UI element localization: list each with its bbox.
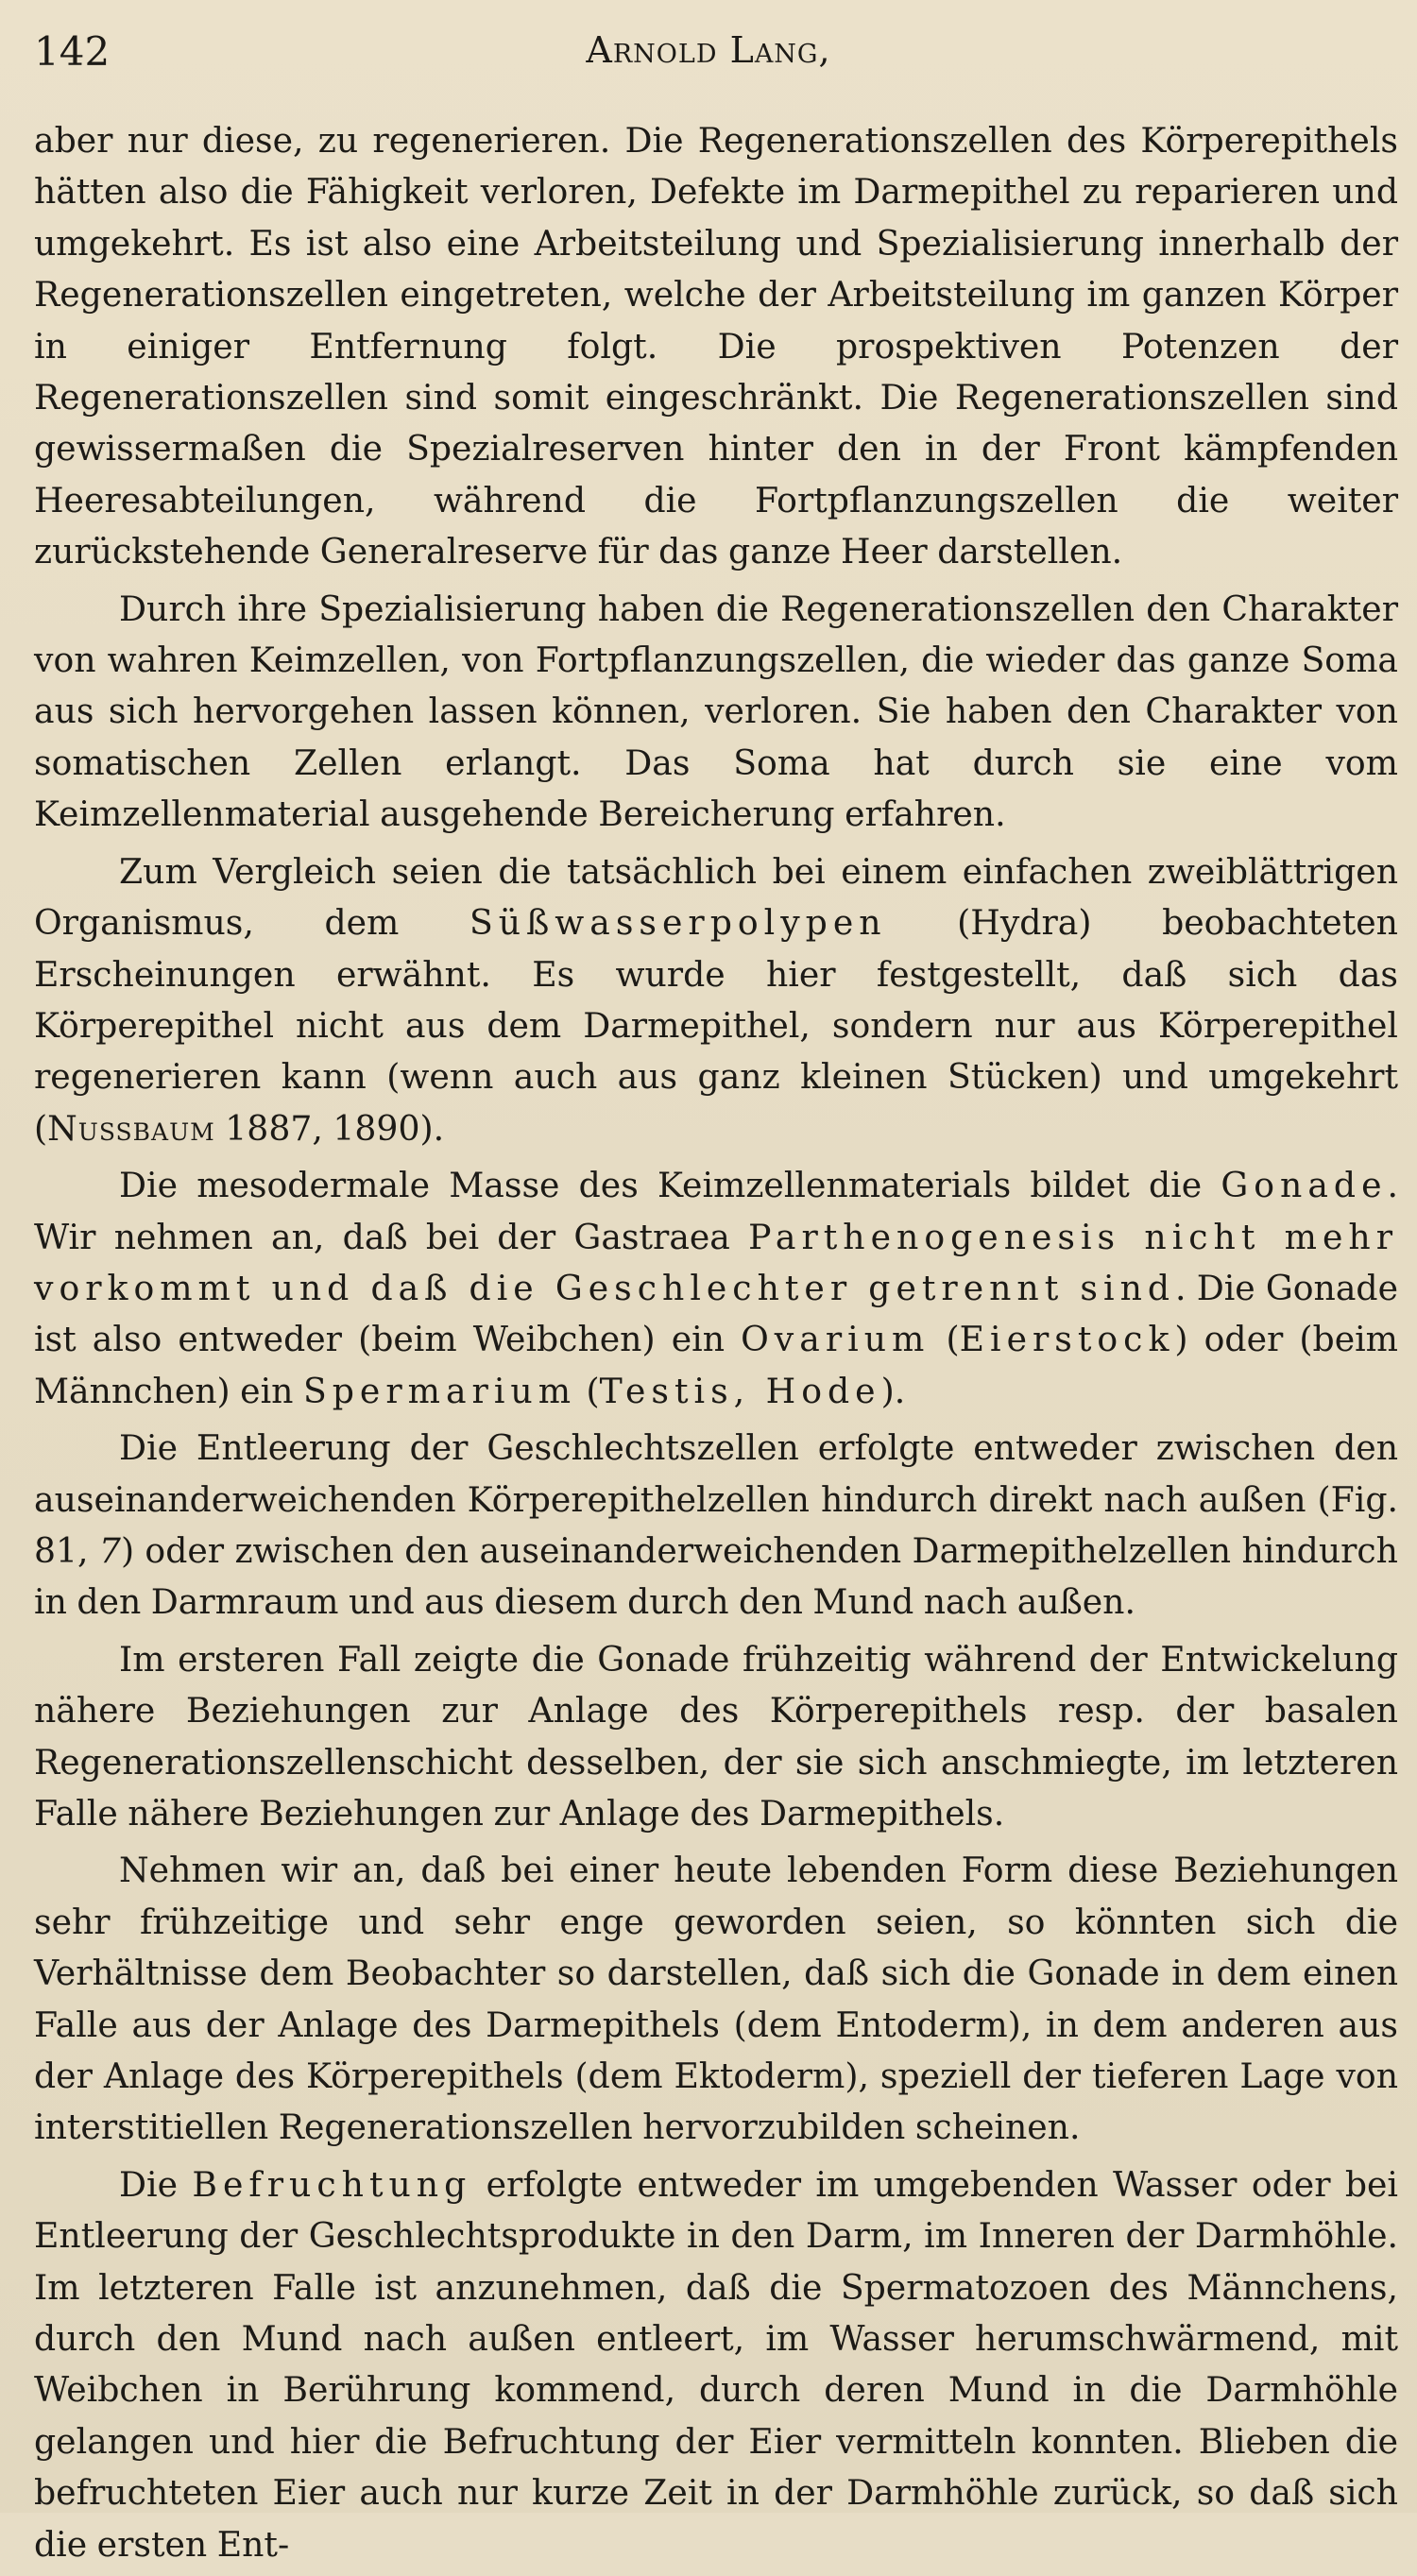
running-head: Arnold Lang, bbox=[586, 29, 831, 71]
paragraph-1: aber nur diese, zu regenerieren. Die Regenerationszellen des Körperepithels hätten also die Fähigkeit verloren, Defekte im Darmepithel zu reparieren und umgekehrt. Es ist also eine Arbeitsteilung und Spezialisierung innerhalb der Regenerationszellen eingetreten, welche der Arbeitsteilung im ganzen Körper in einiger Entfernung folgt. Die prospektiven Potenzen der Regenerationszellen sind somit eingeschränkt. Die Regenerationszellen sind gewissermaßen die Spezialreserven hinter den in der Front kämpfenden Heeresabteilungen, während die Fortpflanzungszellen die weiter zurückstehende Generalreserve für das ganze Heer darstellen. bbox=[34, 120, 1398, 572]
paragraph-4 bbox=[34, 1160, 1398, 1417]
text-run: 1887, 1890). bbox=[214, 1107, 445, 1149]
text-run: Zum Vergleich seien die tatsächlich bei einem einfachen zweiblättrigen Organismus, dem bbox=[34, 850, 1398, 944]
paragraph-7: Nehmen wir an, daß bei einer heute lebenden Form diese Beziehungen sehr frühzeitige und sehr enge geworden seien, so könnten sich die Verhältnisse dem Beobachter so darstellen, daß sich die Gonade in dem einen Falle aus der Anlage des Darmepithels (dem Entoderm), in dem anderen aus der Anlage des Körperepithels (dem Ektoderm), speziell der tieferen Lage von interstitiellen Regenerationszellen hervorzubilden scheinen. bbox=[34, 1850, 1398, 2148]
spaced-term: Ovarium bbox=[741, 1319, 930, 1360]
taxon-name: Hydra bbox=[970, 902, 1079, 944]
body-text bbox=[34, 115, 1398, 2576]
text-run: ). bbox=[880, 1370, 906, 1411]
author-citation: Nussbaum bbox=[47, 1107, 215, 1149]
text-run: ) beobachteten Erscheinungen erwähnt. Es wurde hier festgestellt, daß sich das Körperepithel nicht aus dem Darmepithel, sondern nur aus Körperepithel regenerieren kann (wenn auch aus ganz kleinen Stücken) und umgekehrt ( bbox=[34, 902, 1398, 1149]
spaced-term: Eierstock bbox=[959, 1319, 1175, 1360]
text-run: ) oder zwischen den auseinanderweichenden Darmepithelzellen hindurch in den Darmraum und aus diesem durch den Mund nach außen. bbox=[34, 1529, 1398, 1623]
text-run: Die mesodermale Masse des Keimzellenmaterials bildet die bbox=[119, 1165, 1221, 1206]
spaced-term: Gonade bbox=[1221, 1165, 1388, 1206]
text-run: ( bbox=[886, 902, 971, 944]
text-run: erfolgte entweder im umgebenden Wasser oder bei Entleerung der Geschlechtsprodukte in den Darm, im Inneren der Darmhöhle. Im letzteren Falle ist anzunehmen, daß die Spermatozoen des Männchens, durch den Mund nach außen entleert, im Wasser herumschwärmend, mit Weibchen in Berührung kommend, durch deren Mund in die Darmhöhle gelangen und hier die Befruchtung der Eier vermitteln konnten. Blieben die befruchteten Eier auch nur kurze Zeit in der Darmhöhle zurück, so daß sich die ersten Ent- bbox=[34, 2163, 1398, 2565]
text-run: Die Entleerung der Geschlechtszellen erfolgte entweder zwischen den auseinanderweichenden Körperepithelzellen hindurch direkt nach außen (Fig. 81, bbox=[34, 1427, 1398, 1571]
spaced-term: Testis, Hode bbox=[599, 1370, 881, 1411]
text-run: ( bbox=[576, 1370, 600, 1411]
spaced-term: Befruchtung bbox=[192, 2163, 472, 2205]
page-header bbox=[34, 28, 1383, 85]
text-run: Die bbox=[119, 2163, 193, 2205]
spaced-term: Spermarium bbox=[302, 1370, 577, 1411]
paragraph-5 bbox=[34, 1423, 1398, 1629]
text-run: . Die Gonade ist also entweder (beim Weibchen) ein bbox=[34, 1267, 1399, 1360]
text-run: ( bbox=[930, 1319, 960, 1360]
spaced-term: Süßwasserpolypen bbox=[469, 902, 887, 944]
page-number: 142 bbox=[34, 28, 111, 75]
paragraph-3 bbox=[34, 846, 1398, 1154]
text-run: ) oder (beim Männchen) ein bbox=[34, 1319, 1399, 1411]
paragraph-6: Im ersteren Fall zeigte die Gonade frühzeitig während der Entwickelung nähere Beziehungen zur Anlage des Körperepithels resp. der basalen Regenerationszellenschicht desselben, der sie sich anschmiegte, im letzteren Falle nähere Beziehungen zur Anlage des Darmepithels. bbox=[34, 1638, 1398, 1834]
spaced-term: Parthenogenesis nicht mehr vorkommt und daß die Geschlechter getrennt sind bbox=[34, 1216, 1398, 1308]
figure-reference: 7 bbox=[98, 1529, 121, 1571]
paragraph-8 bbox=[34, 2159, 1398, 2570]
text-run: . Wir nehmen an, daß bei der Gastraea bbox=[34, 1165, 1398, 1257]
paragraph-2: Durch ihre Spezialisierung haben die Regenerationszellen den Charakter von wahren Keimzellen, von Fortpflanzungszellen, die wieder das ganze Soma aus sich hervorgehen lassen können, verloren. Sie haben den Charakter von somatischen Zellen erlangt. Das Soma hat durch sie eine vom Keimzellenmaterial ausgehende Bereicherung erfahren. bbox=[34, 588, 1398, 835]
